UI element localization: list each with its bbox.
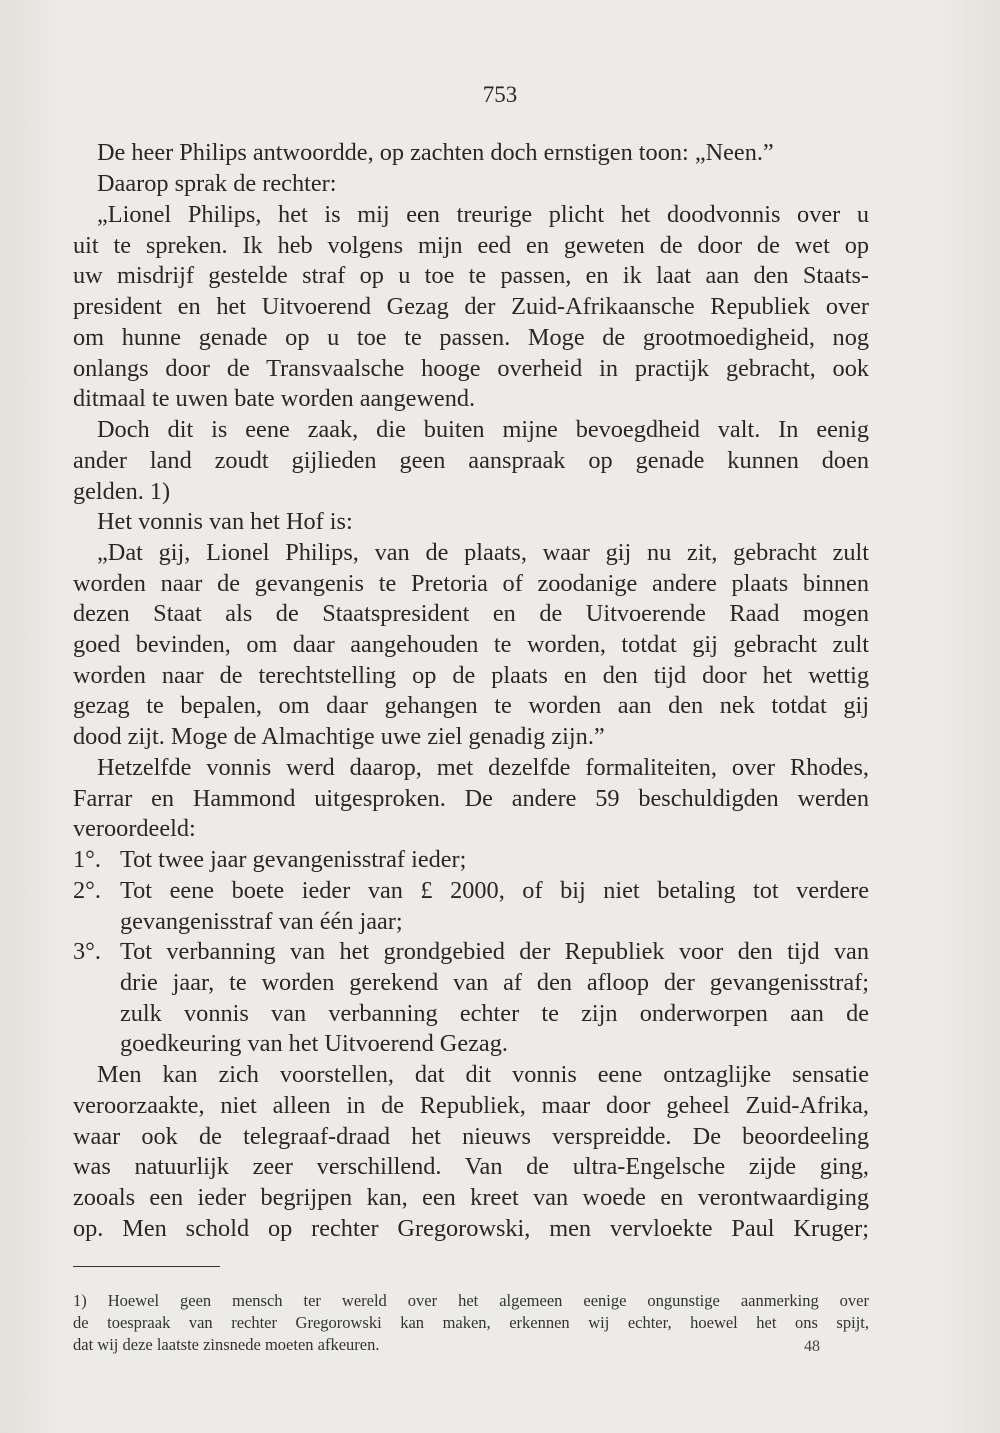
list-marker: 3°. [73,938,101,965]
list-item-line: Tot verbanning van het grondgebied der Republiek voor den tijd van [120,938,869,965]
text-line: onlangs door de Transvaalsche hooge overheid in practijk gebracht, ook [73,355,869,382]
text-line: ditmaal te uwen bate worden aangewend. [73,385,476,412]
text-line: dood zijt. Moge de Almachtige uwe ziel genadig zijn.” [73,723,605,750]
text-line: gezag te bepalen, om daar gehangen te worden aan den nek totdat gij [73,692,869,719]
list-item-line: Tot twee jaar gevangenisstraf ieder; [120,846,467,873]
text-line: was natuurlijk zeer verschillend. Van de ultra-Engelsche zijde ging, [73,1153,869,1180]
text-line: goed bevinden, om daar aangehouden te worden, totdat gij gebracht zult [73,631,869,658]
text-line: „Dat gij, Lionel Philips, van de plaats, waar gij nu zit, gebracht zult [97,539,869,566]
list-marker: 2°. [73,877,101,904]
text-line: op. Men schold op rechter Gregorowski, men vervloekte Paul Kruger; [73,1215,869,1242]
text-line: zooals een ieder begrijpen kan, een kreet van woede en verontwaardiging [73,1184,869,1211]
text-line: Men kan zich voorstellen, dat dit vonnis eene ontzaglijke sensatie [97,1061,869,1088]
text-line: om hunne genade op u toe te passen. Moge de grootmoedigheid, nog [73,324,869,351]
text-line: uw misdrijf gestelde straf op u toe te passen, en ik laat aan den Staats- [73,262,869,289]
text-line: president en het Uitvoerend Gezag der Zuid-Afrikaansche Republiek over [73,293,869,320]
list-item-line: drie jaar, te worden gerekend van af den afloop der gevangenisstraf; [120,969,869,996]
text-line: veroorzaakte, niet alleen in de Republiek, maar door geheel Zuid-Afrika, [73,1092,869,1119]
text-line: waar ook de telegraaf-draad het nieuws verspreidde. De beoordeeling [73,1123,869,1150]
text-line: Daarop sprak de rechter: [97,170,337,197]
footnote-rule [73,1266,220,1267]
text-line: worden naar de gevangenis te Pretoria of zoodanige andere plaats binnen [73,570,869,597]
text-line: uit te spreken. Ik heb volgens mijn eed en geweten de door de wet op [73,232,869,259]
list-item-line: gevangenisstraf van één jaar; [120,908,403,935]
footnote-line: 1) Hoewel geen mensch ter wereld over het algemeen eenige ongunstige aanmerking over [73,1291,869,1310]
list-item-line: zulk vonnis van verbanning echter te zijn onderworpen aan de [120,1000,869,1027]
list-item-line: goedkeuring van het Uitvoerend Gezag. [120,1030,508,1057]
text-line: gelden. 1) [73,478,171,505]
text-line: dezen Staat als de Staatspresident en de Uitvoerende Raad mogen [73,600,869,627]
printer-signature: 48 [804,1338,820,1355]
text-line: „Lionel Philips, het is mij een treurige plicht het doodvonnis over u [97,201,869,228]
text-line: worden naar de terechtstelling op de plaats en den tijd door het wettig [73,662,869,689]
footnote-line: de toespraak van rechter Gregorowski kan maken, erkennen wij echter, hoewel het ons spijt, [73,1313,869,1332]
footnote-line: dat wij deze laatste zinsnede moeten afkeuren. [73,1335,380,1354]
text-line: veroordeeld: [73,815,196,842]
list-marker: 1°. [73,846,101,873]
list-item-line: Tot eene boete ieder van £ 2000, of bij niet betaling tot verdere [120,877,869,904]
text-line: Hetzelfde vonnis werd daarop, met dezelfde formaliteiten, over Rhodes, [97,754,869,781]
text-line: ander land zoudt gijlieden geen aanspraak op genade kunnen doen [73,447,869,474]
text-line: De heer Philips antwoordde, op zachten doch ernstigen toon: „Neen.” [97,139,774,166]
text-line: Het vonnis van het Hof is: [97,508,353,535]
text-line: Doch dit is eene zaak, die buiten mijne bevoegdheid valt. In eenig [97,416,869,443]
text-line: Farrar en Hammond uitgesproken. De andere 59 beschuldigden werden [73,785,869,812]
page-number: 753 [482,82,518,107]
